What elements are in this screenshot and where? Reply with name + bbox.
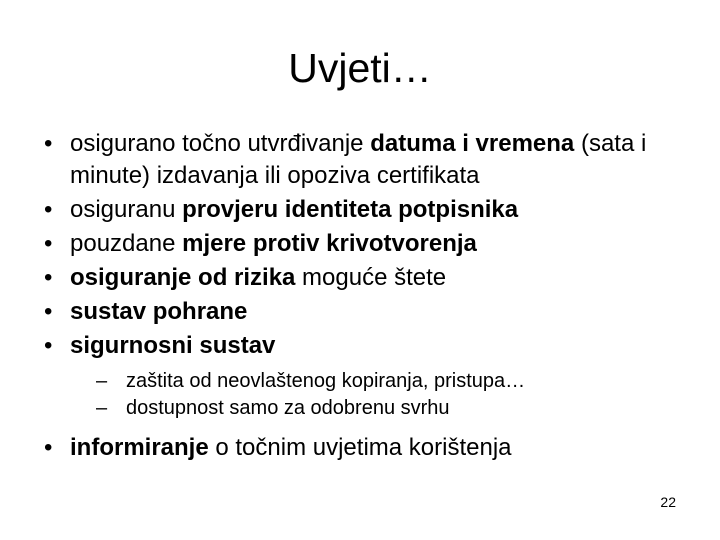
bullet-dot: •: [44, 130, 53, 157]
bullet-text: moguće štete: [295, 264, 447, 291]
sub-bullet-item: [96, 395, 694, 422]
bullet-dot: •: [44, 332, 53, 359]
bullet-text: osiguranu: [70, 196, 183, 223]
bullet-item: [44, 194, 694, 226]
bullet-dot: •: [44, 298, 53, 325]
slide-title: Uvjeti…: [288, 45, 432, 91]
bullet-item: [44, 296, 694, 328]
bullet-text: (sata i minute) izdavanja ili opoziva certifikata: [70, 130, 647, 189]
bullet-item: [44, 330, 694, 422]
sub-bullet-text: zaštita od neovlaštenog kopiranja, pristupa…: [126, 370, 526, 392]
bullet-dot: •: [44, 434, 53, 461]
bullet-item: [44, 228, 694, 260]
bullet-item: [44, 262, 694, 294]
sub-bullet-item: [96, 368, 694, 395]
bullet-emphasis: informiranje: [70, 434, 209, 461]
bullet-item: [44, 128, 694, 192]
bullet-emphasis: provjeru identiteta potpisnika: [182, 196, 519, 223]
bullet-text: osigurano točno utvrđivanje: [70, 130, 371, 157]
bullet-emphasis: sigurnosni sustav: [70, 332, 276, 359]
sub-bullet-dash: –: [96, 397, 108, 419]
bullet-dot: •: [44, 264, 53, 291]
bullet-emphasis: sustav pohrane: [70, 298, 248, 325]
sub-bullet-dash: –: [96, 370, 108, 392]
bullet-emphasis: datuma i vremena: [370, 130, 575, 157]
bullet-emphasis: mjere protiv krivotvorenja: [182, 230, 477, 257]
bullet-list: [44, 128, 694, 466]
sub-bullet-text: dostupnost samo za odobrenu svrhu: [126, 397, 450, 419]
bullet-dot: •: [44, 196, 53, 223]
bullet-dot: •: [44, 230, 53, 257]
bullet-item: [44, 432, 694, 464]
bullet-emphasis: osiguranje od rizika: [70, 264, 296, 291]
bullet-text: pouzdane: [70, 230, 183, 257]
sub-bullet-list: [96, 368, 694, 422]
page-number: 22: [660, 494, 676, 510]
bullet-text: o točnim uvjetima korištenja: [208, 434, 512, 461]
